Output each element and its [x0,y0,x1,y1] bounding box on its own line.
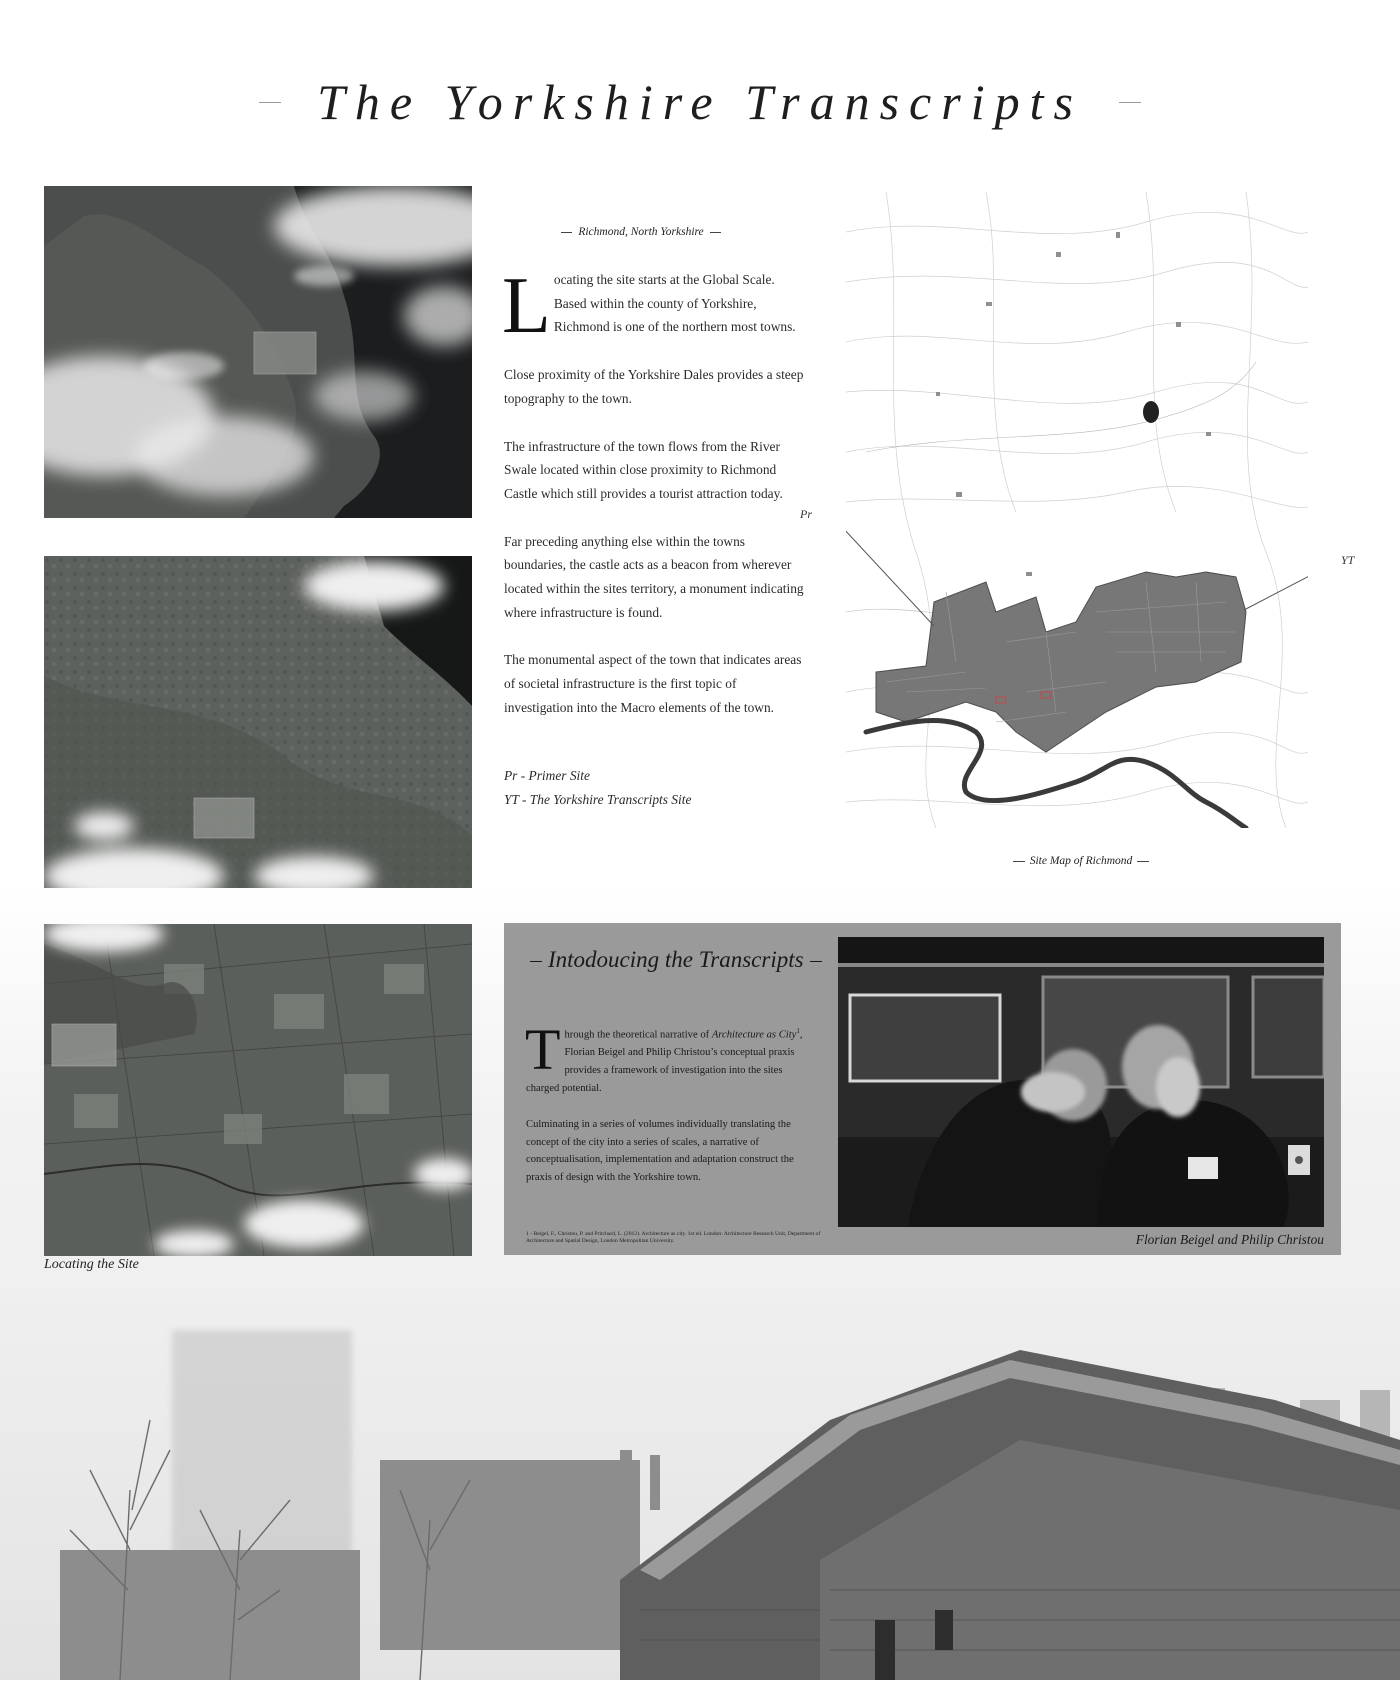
title-dash-left [259,102,281,103]
panel-p1-italic: Architecture as City [711,1029,797,1041]
intro-text: ocating the site starts at the Global Scale. Based within the county of Yorkshire, Richmond is one of the northern most towns. [553,272,796,335]
body-paragraph-3: Far preceding anything else within the towns boundaries, the castle acts as a beacon from wherever located within the sites territory, a monument indicating where infrastructure is found. [504,533,804,620]
page-title: The Yorkshire Transcripts [317,74,1083,130]
aerial-image-global [44,186,472,518]
photo-beigel-christou [838,937,1324,1227]
panel-title-dash-right [810,961,822,962]
map-label-yt: YT [1341,553,1355,567]
panel-title-dash-left [530,961,542,962]
dropcap-t: T [525,1017,561,1082]
townscape-photo [0,1290,1400,1680]
photo-caption: Florian Beigel and Philip Christou [1135,1232,1324,1247]
body-paragraph-1: Close proximity of the Yorkshire Dales provides a steep topography to the town. [504,367,804,406]
dropcap-l: L [502,262,551,350]
panel-title-text: Intodoucing the Transcripts [548,947,804,972]
title-dash-right [1119,102,1141,103]
body-paragraph-4: The monumental aspect of the town that indicates areas of societal infrastructure is the first topic of investigation into the Macro elements of the town. [504,652,802,715]
subhead-dash-right [710,232,721,233]
legend-primer-site: Pr - Primer Site [504,768,590,783]
intro-paragraph [502,262,804,350]
page-title-row [0,62,1400,142]
aerial-image-regional [44,556,472,888]
body-paragraph-2: The infrastructure of the town flows from the River Swale located within close proximity to Richmond Castle which still provides a tourist attraction today. [504,438,783,501]
panel-p1-a: hrough the theoretical narrative of [564,1029,712,1041]
map-caption-dash-right [1137,861,1149,862]
intro-panel-body [525,1017,816,1187]
intro-panel-title [524,947,804,973]
panel-p1-b: , Florian Beigel and Philip Christou’s conceptual praxis provides a framework of investigation into the sites charged potential. [526,1029,803,1094]
subhead-dash-left [561,232,572,233]
subhead-text: Richmond, North Yorkshire [578,226,704,238]
panel-paragraph-1 [525,1017,816,1098]
aerial-caption: Locating the Site [44,1257,139,1272]
site-subheading [504,226,778,238]
map-caption-dash-left [1013,861,1025,862]
site-map [846,192,1308,828]
map-caption-text: Site Map of Richmond [1029,855,1133,867]
site-text-column [502,262,804,744]
legend-yt-site: YT - The Yorkshire Transcripts Site [504,792,692,807]
map-caption [1006,855,1156,867]
panel-p1-sup: 1 [796,1027,800,1035]
panel-footnote: 1 - Beigel, F., Christou, P. and Pritchard, L. (2012). Architecture as city. 1st ed. London: Architecture Research Unit, Department of Architecture and Spatial Design, London Metropolitan University. [526,1231,821,1244]
panel-paragraph-2: Culminating in a series of volumes individually translating the concept of the city into a series of scales, a narrative of conceptualisation, implementation and adaptation construct the praxis of design with the Yorkshire town. [526,1118,794,1184]
map-label-pr: Pr [800,507,812,521]
intro-panel [504,923,1341,1255]
aerial-image-town [44,924,472,1256]
